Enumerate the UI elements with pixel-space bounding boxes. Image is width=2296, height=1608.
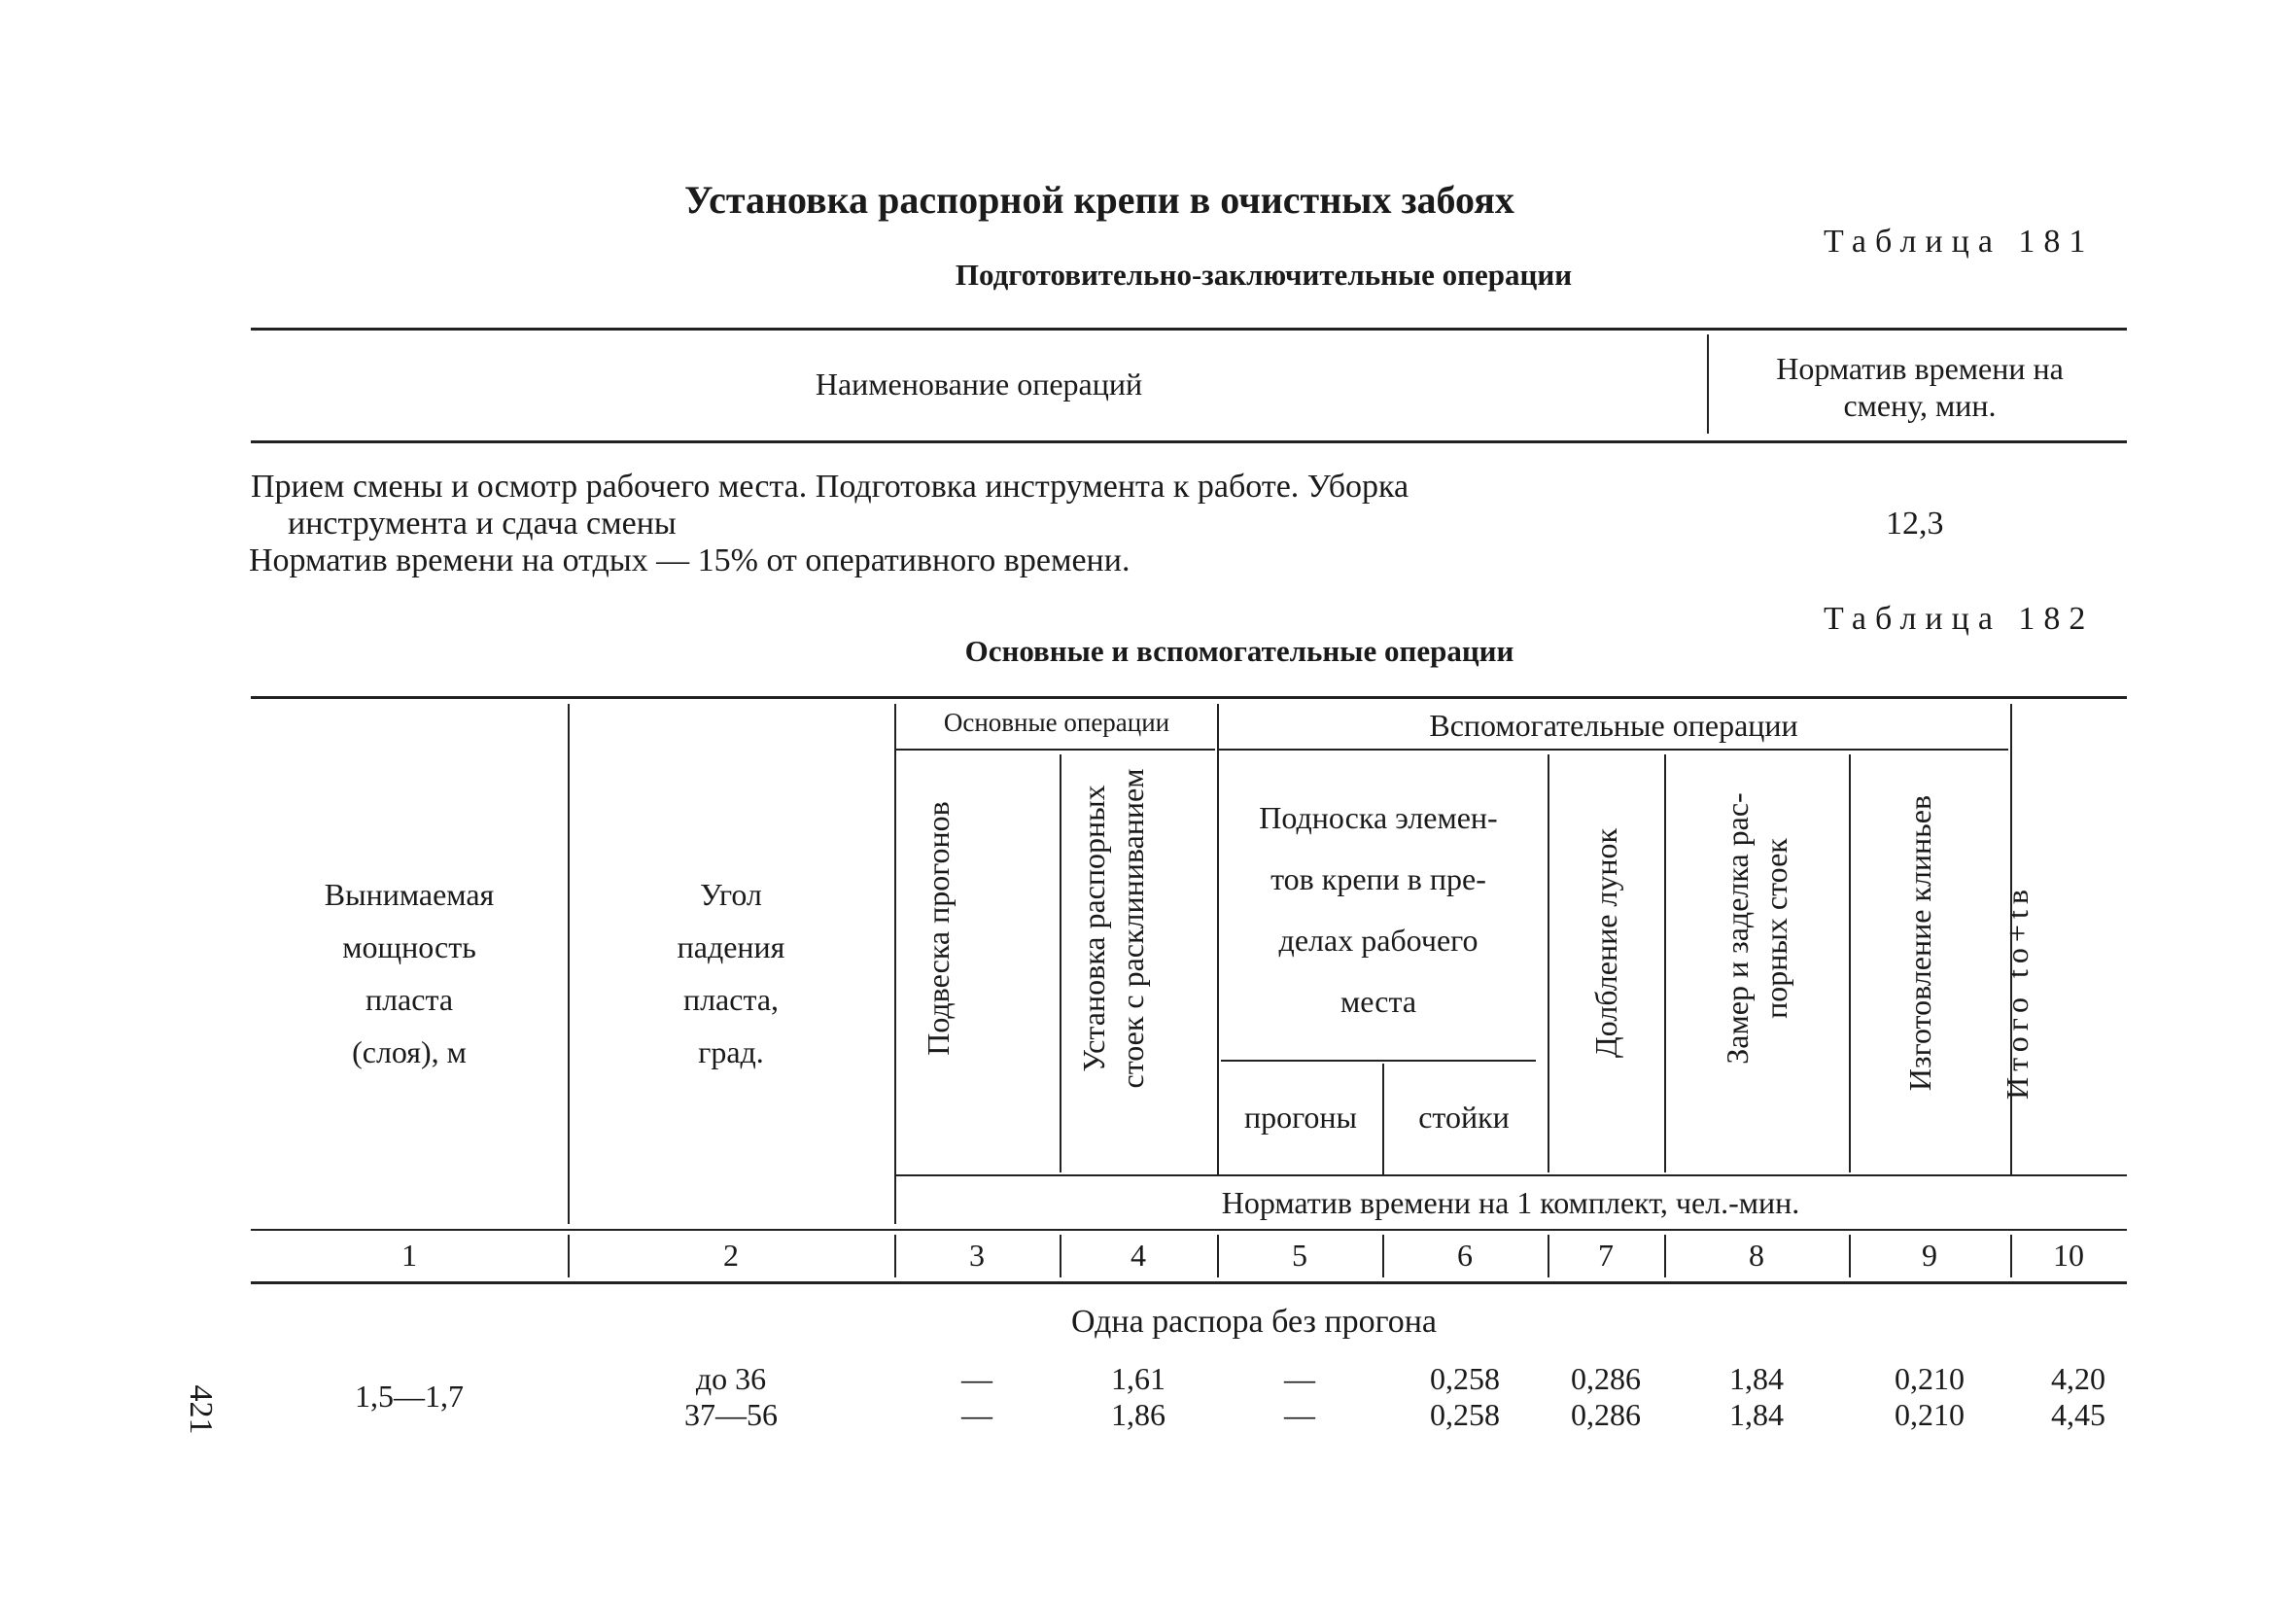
header-col8-line1: Замер и заделка рас- <box>1720 792 1755 1065</box>
row1-c8: 1,84 <box>1729 1361 1784 1396</box>
header-carry-4: места <box>1339 984 1417 1019</box>
header-col4-line1: Установка распорных <box>1076 785 1111 1072</box>
section-title: Одна распора без прогона <box>1070 1304 1438 1340</box>
num-sep-1 <box>568 1235 570 1277</box>
header-carry-2: тов крепи в пре- <box>1270 861 1486 896</box>
num-sep-2 <box>894 1235 896 1277</box>
col-num-9: 9 <box>1922 1238 1937 1273</box>
v-line-3 <box>1060 754 1061 1172</box>
norm-rule <box>894 1174 2127 1176</box>
row2-c10: 4,45 <box>2051 1397 2105 1432</box>
header-col3: Подвеска прогонов <box>921 801 956 1056</box>
header-col8 <box>1718 724 1795 1133</box>
header-col10: Итого tо+tв <box>2000 884 2035 1100</box>
row2-c8: 1,84 <box>1729 1397 1784 1432</box>
header-norm: Норматив времени на 1 комплект, чел.-мин. <box>1221 1185 1800 1220</box>
row2-c9: 0,210 <box>1895 1397 1965 1432</box>
header-col9: Изготовление клиньев <box>1902 794 1937 1092</box>
header-main-ops: Основные операции <box>943 708 1170 737</box>
header-angle-1: Угол <box>700 877 762 912</box>
header-col6: стойки <box>1418 1100 1510 1135</box>
num-sep-3 <box>1060 1235 1061 1277</box>
header-col8-line2: порных стоек <box>1758 838 1793 1019</box>
numbers-bottom-rule <box>251 1281 2127 1284</box>
page-title: Установка распорной крепи в очистных забоях <box>684 178 1514 222</box>
col-num-4: 4 <box>1131 1238 1146 1273</box>
header-col7: Долбление лунок <box>1588 827 1623 1059</box>
header-col5: прогоны <box>1243 1100 1358 1135</box>
v-line-8 <box>1849 754 1851 1172</box>
num-sep-4 <box>1217 1235 1219 1277</box>
header-angle-3: пласта, <box>682 982 780 1017</box>
table-181-row-line1: Прием смены и осмотр рабочего места. Подготовка инструмента к работе. Уборка <box>251 469 1409 505</box>
table-181-top-rule <box>251 328 2127 331</box>
header-thickness-4: (слоя), м <box>352 1034 467 1069</box>
page-number: 421 <box>183 1384 219 1435</box>
table-181-label: Таблица 181 <box>1824 224 2095 260</box>
header-thickness-2: мощность <box>342 929 476 964</box>
table-181-note: Норматив времени на отдых — 15% от оперативного времени. <box>249 542 1131 578</box>
row1-c5: — <box>1284 1361 1315 1396</box>
table-181-subtitle: Подготовительно-заключительные операции <box>955 258 1573 292</box>
row2-angle: 37—56 <box>684 1397 778 1432</box>
table-181-col-name: Наименование операций <box>815 367 1143 402</box>
row2-c4: 1,86 <box>1111 1397 1165 1432</box>
row1-c10: 4,20 <box>2051 1361 2105 1396</box>
header-carry-3: делах рабочего <box>1278 923 1478 958</box>
table-181-header-rule <box>251 440 2127 443</box>
header-col4 <box>1074 719 1152 1137</box>
header-thickness <box>251 868 568 1078</box>
col-num-8: 8 <box>1749 1238 1764 1273</box>
v-line-7 <box>1664 754 1666 1172</box>
header-thickness-3: пласта <box>365 982 454 1017</box>
col-num-2: 2 <box>723 1238 739 1273</box>
table-182-label: Таблица 182 <box>1824 601 2095 637</box>
num-sep-5 <box>1382 1235 1384 1277</box>
table-181-row-text <box>251 469 1709 579</box>
row2-c7: 0,286 <box>1571 1397 1641 1432</box>
table-181-row-line2: инструмента и сдача смены <box>288 506 677 542</box>
row1-angle: до 36 <box>695 1361 767 1396</box>
table-181-col-norm: Норматив времени на смену, мин. <box>1776 351 2064 424</box>
v-line-2 <box>894 704 896 1224</box>
col-num-5: 5 <box>1292 1238 1307 1273</box>
col-num-1: 1 <box>401 1238 417 1273</box>
row1-c3: — <box>961 1361 992 1396</box>
row1-c4: 1,61 <box>1111 1361 1165 1396</box>
row2-c6: 0,258 <box>1430 1397 1500 1432</box>
num-sep-7 <box>1664 1235 1666 1277</box>
header-carry-1: Подноска элемен- <box>1259 800 1498 835</box>
header-angle <box>568 868 894 1078</box>
numbers-top-rule <box>251 1229 2127 1231</box>
table-181-row-value: 12,3 <box>1886 506 1944 542</box>
header-col4-line2: стоек с расклиниванием <box>1115 768 1150 1089</box>
num-sep-6 <box>1548 1235 1549 1277</box>
header-angle-4: град. <box>698 1034 764 1069</box>
header-thickness-1: Вынимаемая <box>324 877 495 912</box>
cell-thickness: 1,5—1,7 <box>355 1379 464 1414</box>
col-num-7: 7 <box>1598 1238 1614 1273</box>
row1-c7: 0,286 <box>1571 1361 1641 1396</box>
table-182-subtitle: Основные и вспомогательные операции <box>964 634 1514 668</box>
row1-c9: 0,210 <box>1895 1361 1965 1396</box>
col-num-10: 10 <box>2053 1238 2084 1273</box>
num-sep-9 <box>2010 1235 2012 1277</box>
table-182-top-rule <box>251 696 2127 699</box>
row2-c5: — <box>1284 1397 1315 1432</box>
col-num-3: 3 <box>969 1238 985 1273</box>
num-sep-8 <box>1849 1235 1851 1277</box>
v-line-6 <box>1548 754 1549 1172</box>
col-num-6: 6 <box>1457 1238 1473 1273</box>
row2-c3: — <box>961 1397 992 1432</box>
header-carry <box>1221 787 1536 1032</box>
row1-c6: 0,258 <box>1430 1361 1500 1396</box>
header-angle-2: падения <box>677 929 785 964</box>
header-aux-ops: Вспомогательные операции <box>1429 708 1798 743</box>
table-181-divider <box>1707 334 1709 434</box>
carry-split-rule <box>1221 1060 1536 1062</box>
